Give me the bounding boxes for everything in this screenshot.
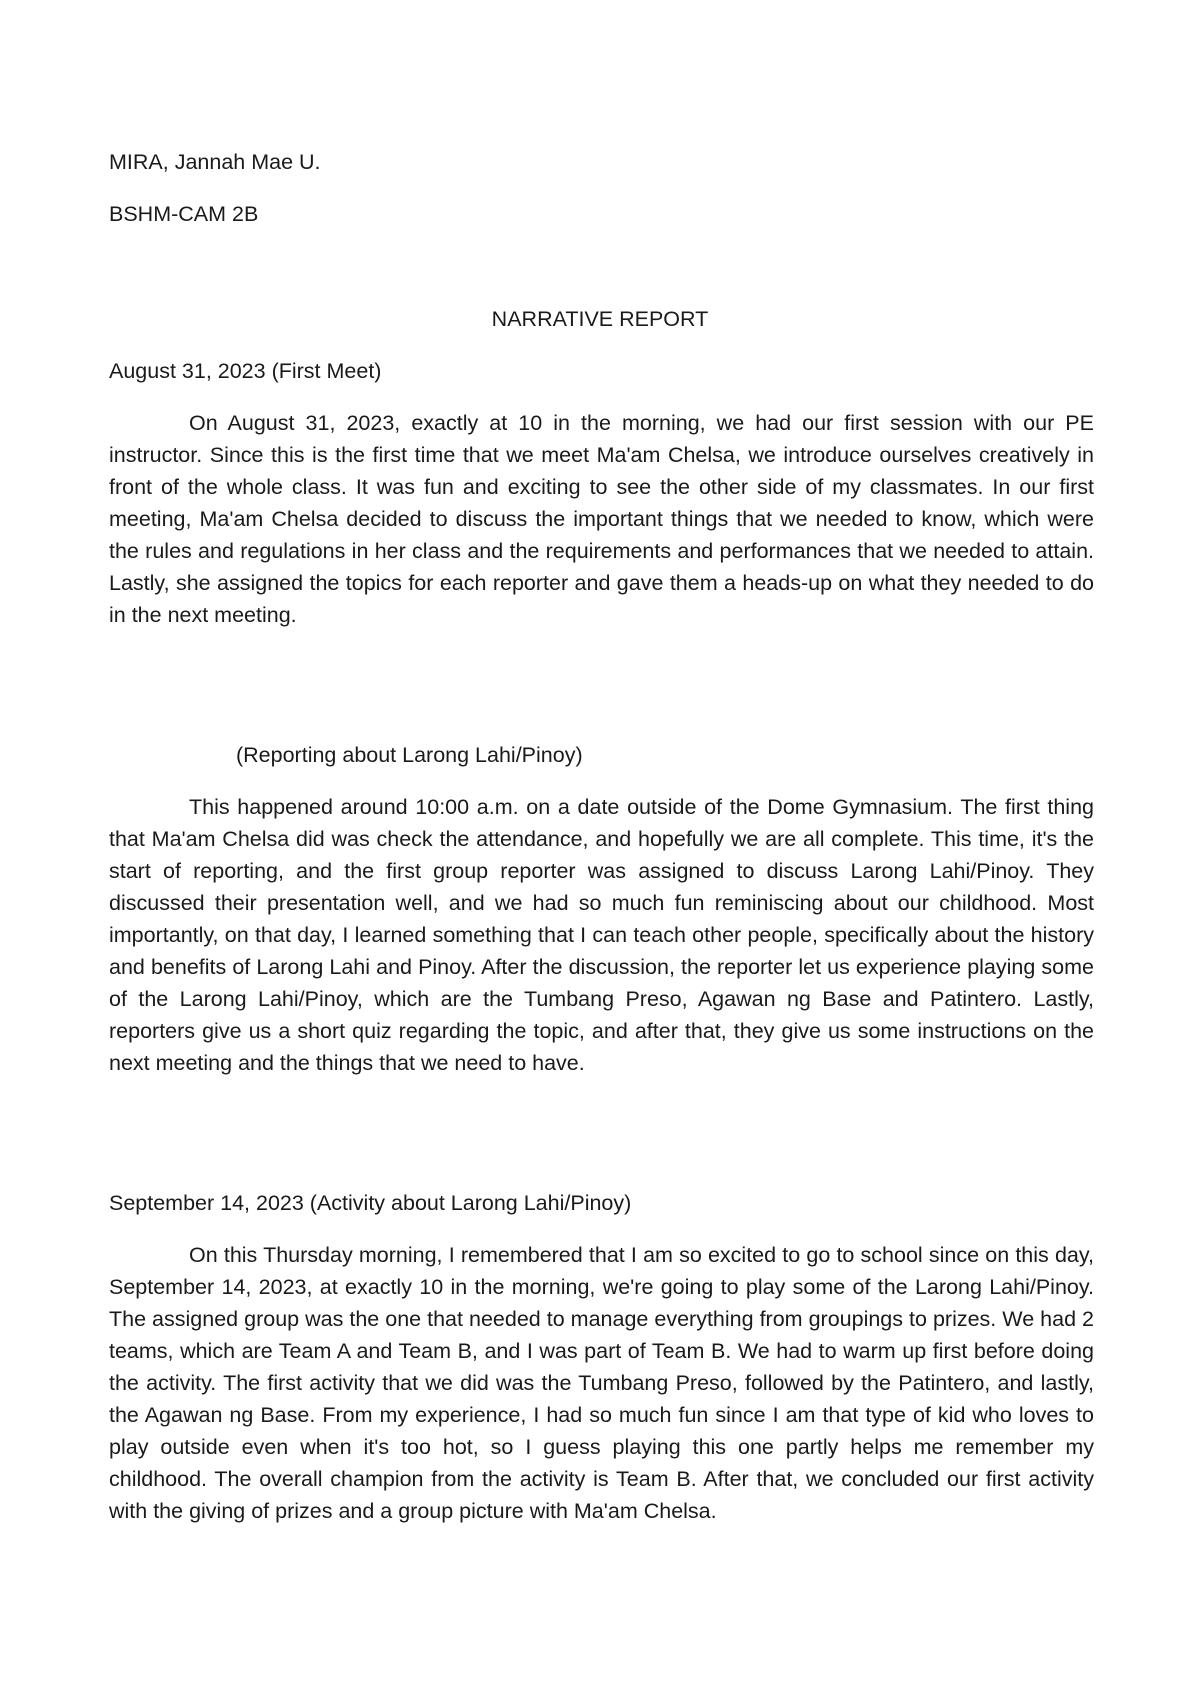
entry-heading-activity: September 14, 2023 (Activity about Larong Lahi/Pinoy) xyxy=(109,1191,632,1215)
entry-body-activity: On this Thursday morning, I remembered that I am so excited to go to school since on this day, September 14, 2023, at exactly 10 in the morning, we're going to play some of the Larong Lahi/Pinoy. The assigned group was the one that needed to manage everything from groupings to prizes. We had 2 teams, which are Team A and Team B, and I was part of Team B. We had to warm up first before doing the activity. The first activity that we did was the Tumbang Preso, followed by the Patintero, and lastly, the Agawan ng Base. From my experience, I had so much fun since I am that type of kid who loves to play outside even when it's too hot, so I guess playing this one partly helps me remember my childhood. The overall champion from the activity is Team B. After that, we concluded our first activity with the giving of prizes and a group picture with Ma'am Chelsa. xyxy=(109,1243,1094,1523)
entry-heading-first-meet: August 31, 2023 (First Meet) xyxy=(109,359,382,383)
document-title: NARRATIVE REPORT xyxy=(491,307,709,331)
entry-body-reporting: This happened around 10:00 a.m. on a date outside of the Dome Gymnasium. The first thing that Ma'am Chelsa did was check the attendance, and hopefully we are all complete. This time, it's the start of reporting, and the first group reporter was assigned to discuss Larong Lahi/Pinoy. They discussed their presentation well, and we had so much fun reminiscing about our childhood. Most importantly, on that day, I learned something that I can teach other people, specifically about the history and benefits of Larong Lahi and Pinoy. After the discussion, the reporter let us experience playing some of the Larong Lahi/Pinoy, which are the Tumbang Preso, Agawan ng Base and Patintero. Lastly, reporters give us a short quiz regarding the topic, and after that, they give us some instructions on the next meeting and the things that we need to have. xyxy=(109,795,1094,1075)
student-section: BSHM-CAM 2B xyxy=(109,202,259,226)
entry-heading-reporting: (Reporting about Larong Lahi/Pinoy) xyxy=(236,743,583,767)
student-name: MIRA, Jannah Mae U. xyxy=(109,150,321,174)
entry-body-first-meet: On August 31, 2023, exactly at 10 in the morning, we had our first session with our PE instructor. Since this is the first time that we meet Ma'am Chelsa, we introduce ourselves creatively in front of the whole class. It was fun and exciting to see the other side of my classmates. In our first meeting, Ma'am Chelsa decided to discuss the important things that we needed to know, which were the rules and regulations in her class and the requirements and performances that we needed to attain. Lastly, she assigned the topics for each reporter and gave them a heads-up on what they needed to do in the next meeting. xyxy=(109,411,1094,627)
